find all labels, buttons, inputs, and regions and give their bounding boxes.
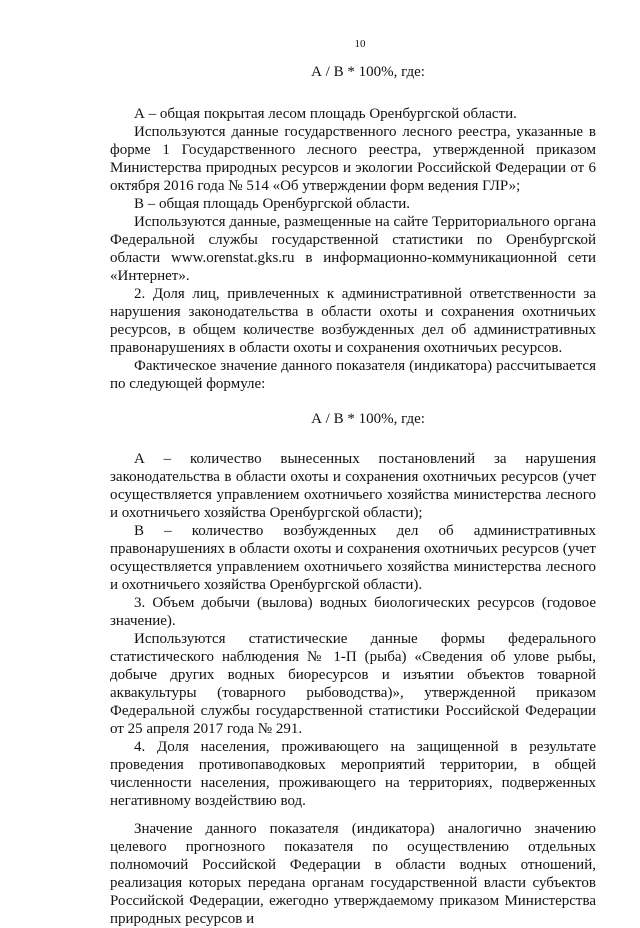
page-number: 10 — [354, 38, 366, 50]
paragraph-formula-intro: Фактическое значение данного показателя (индикатора) рассчитывается по следующей формуле: — [110, 358, 596, 392]
paragraph-forest-registry-source: Используются данные государственного лесного реестра, указанные в форме 1 Государственного лесного реестра, утвержденной приказом Министерства природных ресурсов и экологии Российской Федерации от 6 октября 2016 года № 514 «Об утверждении форм ведения ГЛР»; — [110, 124, 596, 194]
paragraph-b-total-area: В – общая площадь Оренбургской области. — [134, 196, 411, 212]
formula-2: А / В * 100%, где: — [311, 411, 425, 427]
paragraph-item-2-hunting-violations: 2. Доля лиц, привлеченных к административной ответственности за нарушения законодательства в области охоты и сохранения охотничьих ресурсов, в общем количестве возбужденных дел об административных правонарушениях в области охоты и сохранения охотничьих ресурсов. — [110, 286, 596, 356]
paragraph-statistics-form-source: Используются статистические данные формы федерального статистического наблюдения № 1-П (рыба) «Сведения об улове рыбы, добыче других водных биоресурсов и изъятии объектов товарной аквакультуры (товарного рыбоводства)», утвержденной приказом Федеральной службы государственной статистики Российской Федерации от 25 апреля 2017 года № 291. — [110, 631, 596, 737]
paragraph-orenstat-source: Используются данные, размещенные на сайте Территориального органа Федеральной службы государственной статистики по Оренбургской области www.orenstat.gks.ru в информационно-коммуникационной сети «Интернет». — [110, 214, 596, 284]
paragraph-item-4-flood-protection: 4. Доля населения, проживающего на защищенной в результате проведения противопаводковых мероприятий территории, в общей численности населения, проживающего на территориях, подверженных негативному воздействию вод. — [110, 739, 596, 809]
formula-1: А / В * 100%, где: — [311, 64, 425, 80]
paragraph-a-resolutions-count: А – количество вынесенных постановлений за нарушения законодательства в области охоты и сохранения охотничьих ресурсов (учет осуществляется управлением охотничьего хозяйства министерства лесного и охотничьего хозяйства Оренбургской области); — [110, 451, 596, 521]
paragraph-a-forest-area: А – общая покрытая лесом площадь Оренбургской области. — [134, 106, 517, 122]
paragraph-item-3-aquatic-resources: 3. Объем добычи (вылова) водных биологических ресурсов (годовое значение). — [110, 595, 596, 629]
paragraph-b-cases-count: В – количество возбужденных дел об административных правонарушениях в области охоты и сохранения охотничьих ресурсов (учет осуществляется управлением охотничьего хозяйства министерства лесного и охотничьего хозяйства Оренбургской области). — [110, 523, 596, 593]
paragraph-target-indicator-value: Значение данного показателя (индикатора) аналогично значению целевого прогнозного показателя по осуществлению отдельных полномочий Российской Федерации в области водных отношений, реализация которых передана органам государственной власти субъектов Российской Федерации, ежегодно утверждаемому приказом Министерства природных ресурсов и — [110, 821, 596, 927]
